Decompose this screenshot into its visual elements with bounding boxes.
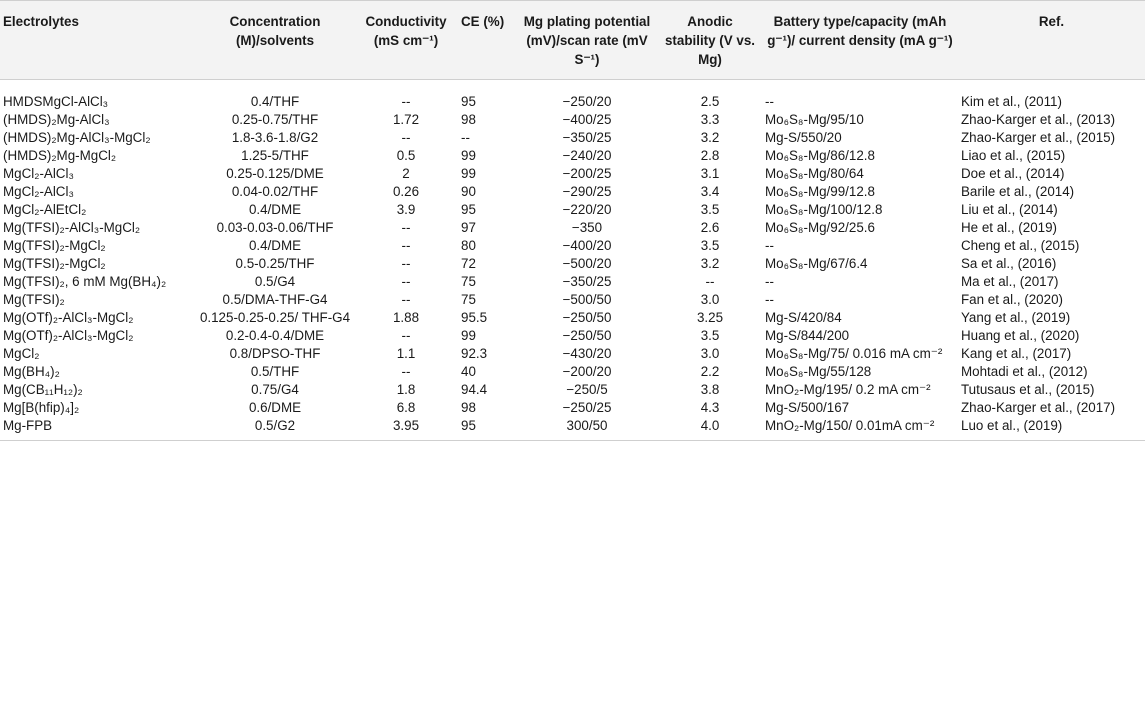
cell-plating-potential: −220/20 (562, 202, 612, 217)
cell-ref: Yang et al., (2019) (961, 310, 1071, 325)
cell-conductivity: -- (401, 292, 411, 307)
cell-electrolyte: (HMDS)₂Mg-AlCl₃-MgCl₂ (3, 130, 151, 145)
cell-anodic-stability: 3.25 (696, 310, 724, 325)
cell-ref: Ma et al., (2017) (961, 274, 1059, 289)
cell-electrolyte: Mg(TFSI)₂-MgCl₂ (3, 256, 106, 271)
table-row (0, 218, 1145, 236)
cell-electrolyte: MgCl₂-AlCl₃ (3, 184, 74, 199)
cell-conductivity: 0.26 (392, 184, 420, 199)
header-conductivity: Conductivity (mS cm⁻¹) (354, 1, 458, 80)
table-row (0, 362, 1145, 380)
header-anodic-stability: Anodic stability (V vs. Mg) (658, 1, 762, 80)
cell-concentration: 0.03-0.03-0.06/THF (216, 220, 334, 235)
cell-ce: 95.5 (461, 310, 488, 325)
cell-ce: 80 (461, 238, 476, 253)
cell-electrolyte: Mg(CB₁₁H₁₂)₂ (3, 382, 83, 397)
cell-concentration: 0.5/DMA-THF-G4 (222, 292, 328, 307)
cell-ref: Luo et al., (2019) (958, 416, 1145, 441)
cell-concentration: 0.6/DME (248, 400, 302, 415)
cell-anodic-stability: 3.5 (700, 328, 720, 343)
header-ce: CE (%) (458, 1, 516, 80)
cell-conductivity: -- (401, 220, 411, 235)
cell-battery-type: -- (765, 94, 774, 109)
cell-battery-type: -- (765, 292, 774, 307)
cell-conductivity: 3.95 (354, 416, 458, 441)
cell-ref: Zhao-Karger et al., (2015) (961, 130, 1116, 145)
cell-plating-potential: −290/25 (562, 184, 612, 199)
cell-ce: 90 (461, 184, 476, 199)
cell-battery-type: MnO₂-Mg/195/ 0.2 mA cm⁻² (765, 382, 931, 397)
cell-ref: Zhao-Karger et al., (2017) (961, 400, 1116, 415)
cell-concentration: 0.4/THF (250, 94, 300, 109)
cell-battery-type: Mo₆S₈-Mg/80/64 (765, 166, 864, 181)
cell-concentration: 0.2-0.4-0.4/DME (225, 328, 325, 343)
cell-plating-potential: −240/20 (562, 148, 612, 163)
cell-electrolyte: Mg(OTf)₂-AlCl₃-MgCl₂ (3, 310, 134, 325)
cell-ce: 98 (461, 112, 476, 127)
cell-plating-potential: −200/25 (562, 166, 612, 181)
cell-anodic-stability: 2.8 (700, 148, 720, 163)
cell-battery-type: Mo₆S₈-Mg/95/10 (765, 112, 864, 127)
cell-ce: 95 (461, 94, 476, 109)
cell-ref: Mohtadi et al., (2012) (961, 364, 1088, 379)
cell-battery-type: -- (765, 238, 774, 253)
cell-electrolyte: MgCl₂-AlCl₃ (3, 166, 74, 181)
cell-anodic-stability: 3.3 (700, 112, 720, 127)
cell-ref: Barile et al., (2014) (961, 184, 1075, 199)
cell-ref: Tutusaus et al., (2015) (961, 382, 1095, 397)
cell-concentration: 0.8/DPSO-THF (229, 346, 321, 361)
cell-concentration: 0.25-0.125/DME (226, 166, 324, 181)
cell-plating-potential: −350/25 (562, 130, 612, 145)
table-row (0, 182, 1145, 200)
cell-concentration: 1.25-5/THF (241, 148, 309, 163)
cell-conductivity: -- (401, 274, 411, 289)
cell-electrolyte: Mg-FPB (0, 416, 196, 441)
cell-ce: 40 (461, 364, 476, 379)
cell-conductivity: 2 (402, 166, 410, 181)
cell-concentration: 0.125-0.25-0.25/ THF-G4 (199, 310, 351, 325)
table-body (0, 80, 1145, 441)
cell-concentration: 0.25-0.75/THF (231, 112, 319, 127)
cell-concentration: 0.5/G4 (254, 274, 296, 289)
table-row (0, 164, 1145, 182)
cell-battery-type: -- (765, 274, 774, 289)
cell-ce: 99 (461, 166, 476, 181)
table-row (0, 110, 1145, 128)
cell-ref: He et al., (2019) (961, 220, 1058, 235)
table-row (0, 380, 1145, 398)
cell-plating-potential: −200/20 (562, 364, 612, 379)
cell-anodic-stability: 2.2 (700, 364, 720, 379)
table-row (0, 398, 1145, 416)
cell-plating-potential: −250/20 (562, 94, 612, 109)
cell-anodic-stability: 3.0 (700, 346, 720, 361)
cell-plating-potential: −500/50 (562, 292, 612, 307)
cell-ref: Kim et al., (2011) (961, 94, 1062, 109)
table-row (0, 200, 1145, 218)
cell-ref: Liao et al., (2015) (961, 148, 1066, 163)
cell-anodic-stability: 3.4 (700, 184, 720, 199)
cell-ce: 95 (458, 416, 516, 441)
cell-battery-type: Mo₆S₈-Mg/55/128 (765, 364, 872, 379)
cell-plating-potential: −250/25 (562, 400, 612, 415)
cell-ce: 75 (461, 274, 476, 289)
cell-plating-potential: −250/50 (562, 310, 612, 325)
cell-plating-potential: 300/50 (516, 416, 658, 441)
cell-plating-potential: −400/20 (562, 238, 612, 253)
table-row (0, 344, 1145, 362)
cell-concentration: 0.5-0.25/THF (235, 256, 315, 271)
cell-ce: 75 (461, 292, 476, 307)
cell-ref: Cheng et al., (2015) (961, 238, 1080, 253)
cell-concentration: 0.4/DME (248, 202, 302, 217)
cell-electrolyte: Mg(TFSI)₂ (3, 292, 65, 307)
cell-concentration: 0.75/G4 (251, 382, 299, 397)
cell-plating-potential: −400/25 (562, 112, 612, 127)
cell-anodic-stability: 3.1 (700, 166, 720, 181)
cell-concentration: 0.5/THF (250, 364, 300, 379)
cell-anodic-stability: 2.6 (700, 220, 720, 235)
cell-anodic-stability: -- (705, 274, 715, 289)
cell-conductivity: 1.1 (396, 346, 416, 361)
cell-conductivity: 0.5 (396, 148, 416, 163)
cell-anodic-stability: 3.0 (700, 292, 720, 307)
cell-battery-type: Mo₆S₈-Mg/86/12.8 (765, 148, 875, 163)
cell-ref: Huang et al., (2020) (961, 328, 1080, 343)
header-battery-type: Battery type/capacity (mAh g⁻¹)/ current density (mA g⁻¹) (762, 1, 958, 80)
header-plating-potential: Mg plating potential (mV)/scan rate (mV S⁻¹) (516, 1, 658, 80)
cell-electrolyte: Mg[B(hfip)₄]₂ (3, 400, 80, 415)
cell-electrolyte: Mg(BH₄)₂ (3, 364, 60, 379)
cell-conductivity: -- (401, 364, 411, 379)
cell-anodic-stability: 3.5 (700, 202, 720, 217)
cell-plating-potential: −350/25 (562, 274, 612, 289)
cell-ce: 97 (461, 220, 476, 235)
cell-ce: 92.3 (461, 346, 488, 361)
cell-ce: 94.4 (461, 382, 488, 397)
table-row (0, 290, 1145, 308)
cell-conductivity: 3.9 (396, 202, 416, 217)
cell-conductivity: 1.8 (396, 382, 416, 397)
table-row (0, 416, 1145, 441)
cell-battery-type: Mg-S/500/167 (765, 400, 850, 415)
cell-ce: 95 (461, 202, 476, 217)
cell-ref: Zhao-Karger et al., (2013) (961, 112, 1116, 127)
cell-ce: -- (461, 130, 470, 145)
table-row (0, 308, 1145, 326)
cell-electrolyte: (HMDS)₂Mg-AlCl₃ (3, 112, 110, 127)
cell-conductivity: -- (401, 94, 411, 109)
header-ref: Ref. (958, 1, 1145, 80)
cell-concentration: 0.4/DME (248, 238, 302, 253)
cell-ce: 99 (461, 148, 476, 163)
cell-electrolyte: (HMDS)₂Mg-MgCl₂ (3, 148, 117, 163)
cell-ce: 72 (461, 256, 476, 271)
cell-electrolyte: Mg(TFSI)₂-AlCl₃-MgCl₂ (3, 220, 141, 235)
table-row (0, 254, 1145, 272)
cell-battery-type: Mg-S/844/200 (765, 328, 850, 343)
cell-ref: Fan et al., (2020) (961, 292, 1063, 307)
cell-anodic-stability: 4.3 (700, 400, 720, 415)
cell-battery-type: Mo₆S₈-Mg/100/12.8 (765, 202, 883, 217)
table-row (0, 236, 1145, 254)
cell-anodic-stability: 3.8 (700, 382, 720, 397)
cell-electrolyte: Mg(TFSI)₂-MgCl₂ (3, 238, 106, 253)
cell-anodic-stability: 3.2 (700, 130, 720, 145)
table-row (0, 146, 1145, 164)
table-row (0, 326, 1145, 344)
cell-plating-potential: −250/5 (566, 382, 608, 397)
cell-electrolyte: Mg(TFSI)₂, 6 mM Mg(BH₄)₂ (3, 274, 167, 289)
cell-electrolyte: MgCl₂-AlEtCl₂ (3, 202, 87, 217)
cell-electrolyte: Mg(OTf)₂-AlCl₃-MgCl₂ (3, 328, 134, 343)
cell-conductivity: 1.88 (392, 310, 420, 325)
cell-conductivity: -- (401, 238, 411, 253)
table-row (0, 272, 1145, 290)
cell-battery-type: MnO₂-Mg/150/ 0.01mA cm⁻² (762, 416, 958, 441)
cell-battery-type: Mo₆S₈-Mg/92/25.6 (765, 220, 875, 235)
cell-concentration: 0.04-0.02/THF (231, 184, 319, 199)
cell-ref: Doe et al., (2014) (961, 166, 1065, 181)
cell-battery-type: Mo₆S₈-Mg/75/ 0.016 mA cm⁻² (765, 346, 943, 361)
cell-battery-type: Mo₆S₈-Mg/67/6.4 (765, 256, 868, 271)
header-row (0, 1, 1145, 80)
header-concentration: Concentration (M)/solvents (196, 1, 354, 80)
cell-concentration: 1.8-3.6-1.8/G2 (231, 130, 319, 145)
cell-conductivity: -- (401, 256, 411, 271)
cell-plating-potential: −350 (571, 220, 603, 235)
cell-ref: Kang et al., (2017) (961, 346, 1072, 361)
cell-battery-type: Mo₆S₈-Mg/99/12.8 (765, 184, 875, 199)
cell-ce: 98 (461, 400, 476, 415)
cell-anodic-stability: 3.5 (700, 238, 720, 253)
cell-anodic-stability: 2.5 (700, 94, 720, 109)
cell-ref: Sa et al., (2016) (961, 256, 1057, 271)
cell-conductivity: 6.8 (396, 400, 416, 415)
cell-ref: Liu et al., (2014) (961, 202, 1058, 217)
cell-conductivity: -- (401, 130, 411, 145)
cell-plating-potential: −250/50 (562, 328, 612, 343)
cell-plating-potential: −500/20 (562, 256, 612, 271)
cell-conductivity: 1.72 (392, 112, 420, 127)
cell-anodic-stability: 3.2 (700, 256, 720, 271)
cell-anodic-stability: 4.0 (658, 416, 762, 441)
cell-conductivity: -- (401, 328, 411, 343)
cell-battery-type: Mg-S/550/20 (765, 130, 842, 145)
cell-ce: 99 (461, 328, 476, 343)
cell-electrolyte: HMDSMgCl-AlCl₃ (3, 94, 109, 109)
table-row (0, 128, 1145, 146)
cell-plating-potential: −430/20 (562, 346, 612, 361)
header-electrolytes: Electrolytes (0, 1, 196, 80)
table-row (0, 80, 1145, 111)
cell-concentration: 0.5/G2 (196, 416, 354, 441)
cell-electrolyte: MgCl₂ (3, 346, 40, 361)
cell-battery-type: Mg-S/420/84 (765, 310, 842, 325)
